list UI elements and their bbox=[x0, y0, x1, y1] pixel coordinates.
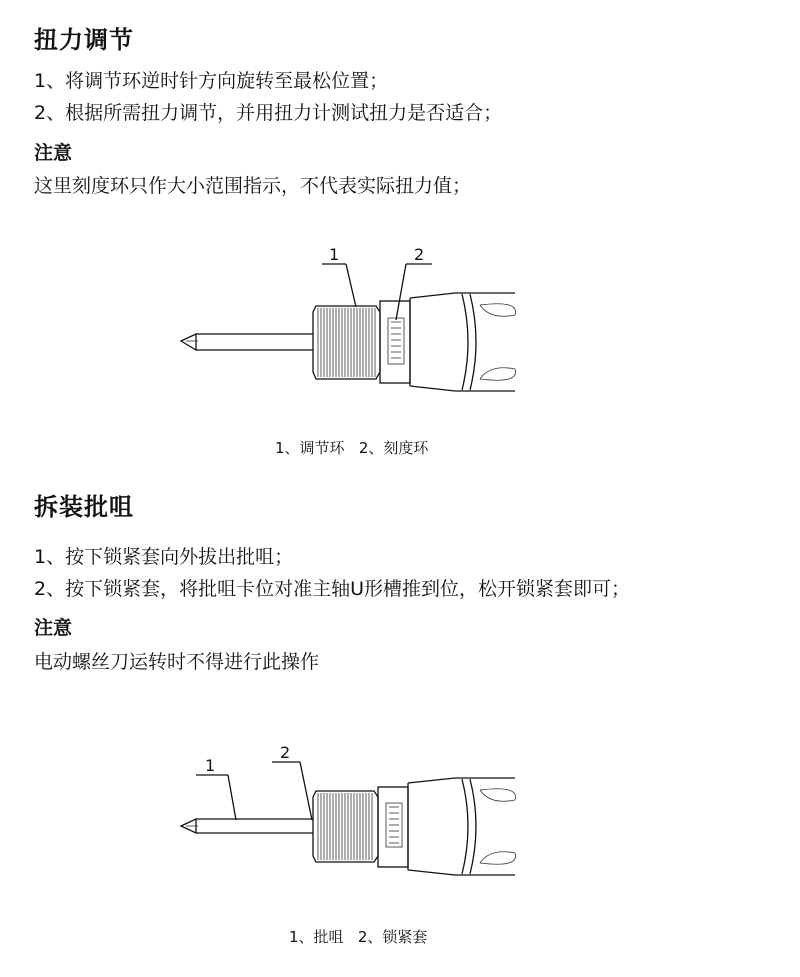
section2-note-text: 电动螺丝刀运转时不得进行此操作 bbox=[34, 651, 320, 673]
figure1-adjust-ring bbox=[313, 306, 380, 379]
figure1-caption: 1、调节环 2、刻度环 bbox=[275, 439, 429, 457]
section2-note-title: 注意 bbox=[34, 617, 73, 639]
figure1-callout-1: 1 bbox=[329, 245, 340, 264]
figure2-callout-2: 2 bbox=[280, 743, 291, 762]
figure1-bit bbox=[181, 334, 313, 350]
figure2-caption: 1、批咀 2、锁紧套 bbox=[289, 928, 428, 946]
figure2-body bbox=[408, 778, 516, 875]
section1-note-title: 注意 bbox=[34, 142, 73, 164]
figure1-leader-lines bbox=[322, 264, 432, 320]
figure2-bit bbox=[181, 819, 313, 833]
section1-step-2: 2、根据所需扭力调节，并用扭力计测试扭力是否适合； bbox=[34, 102, 503, 124]
section1-step-1: 1、将调节环逆时针方向旋转至最松位置； bbox=[34, 70, 389, 92]
figure2-lock-sleeve bbox=[313, 791, 378, 862]
figure1-scale-ring bbox=[380, 301, 410, 383]
figure2-callout-1: 1 bbox=[205, 756, 216, 775]
figure1-callout-2: 2 bbox=[414, 245, 425, 264]
section1-title: 扭力调节 bbox=[34, 26, 134, 54]
section1-note-text: 这里刻度环只作大小范围指示，不代表实际扭力值； bbox=[34, 175, 472, 197]
section2-step-2: 2、按下锁紧套，将批咀卡位对准主轴U形槽推到位，松开锁紧套即可； bbox=[34, 578, 630, 600]
section2-title: 拆装批咀 bbox=[34, 493, 134, 521]
figure2-scale-ring bbox=[378, 787, 408, 867]
section2-step-1: 1、按下锁紧套向外拔出批咀； bbox=[34, 546, 294, 568]
figure1-body bbox=[410, 293, 516, 391]
